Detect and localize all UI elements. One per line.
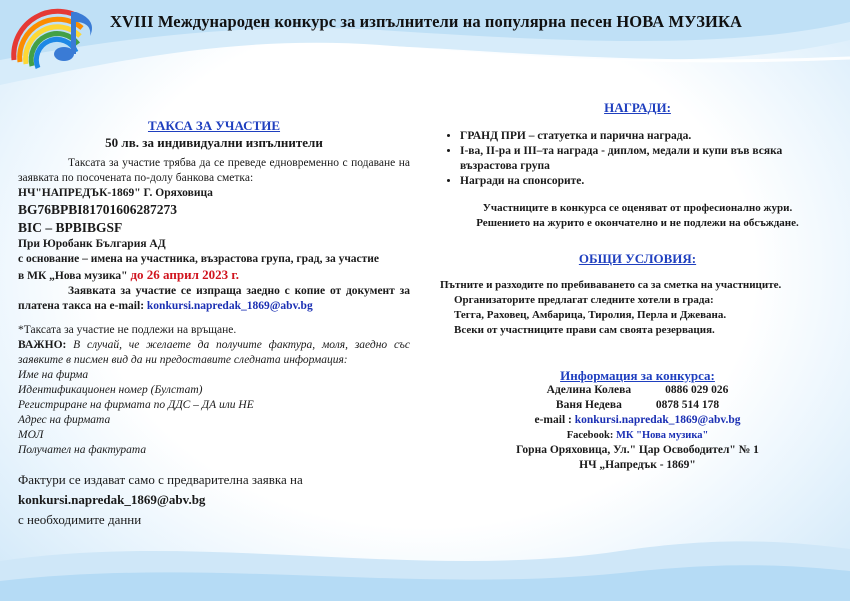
bank-name: При Юробанк България АД (18, 238, 166, 250)
invoice-tail: с необходимите данни (18, 512, 142, 527)
list-item: • I-ва, II-ра и III–та награда - диплом, медали и купи във всяка възрастова група (460, 144, 835, 174)
list-item: • Награди на спонсорите. (460, 174, 835, 189)
contact-phone[interactable]: 0878 514 178 (655, 399, 720, 411)
payment-basis-contest (18, 267, 410, 284)
facebook-link[interactable]: МК "Нова музика" (615, 430, 709, 441)
nonrefund-note: *Таксата за участие не подлежи на връщане. (18, 324, 237, 336)
invoice-email-link[interactable]: konkursi.napredak_1869@abv.bg (18, 492, 206, 507)
conditions-line-2: Организаторите предлагат следните хотели в града: (454, 294, 714, 306)
email-label: e-mail : (534, 414, 575, 426)
contact-phone[interactable]: 0886 029 026 (665, 384, 729, 396)
important-label: ВАЖНО: (18, 339, 67, 351)
invoice-field-list (18, 368, 410, 458)
info-heading: Информация за конкурса: (560, 368, 715, 383)
important-text: В случай, че желаете да получите фактура, моля, заедно със заявките в писмен вид да ни предоставите следната информация: (18, 339, 410, 366)
list-item: Идентификационен номер (Булстат) (18, 384, 203, 396)
conditions-line-1: Пътните и разходите по пребиваването са за сметка на участниците. (440, 279, 782, 291)
list-item: МОЛ (18, 429, 44, 441)
send-text: Заявката за участие се изпраща заедно с копие от документ за платена такса на e-mail: (18, 285, 410, 312)
list-item: Адрес на фирмата (18, 414, 111, 426)
list-item: • ГРАНД ПРИ – статуетка и парична награда. (460, 129, 835, 144)
payment-basis-prefix: в МК „Нова музика" (18, 270, 131, 282)
fee-amount: 50 лв. за индивидуални изпълнители (105, 135, 323, 150)
address-line: Горна Оряховица, Ул." Цар Освободител" № 1 (516, 444, 759, 456)
jury-line-2: Решението на журито е окончателно и не подлежи на обсъждане. (476, 217, 799, 229)
fee-section (18, 118, 410, 530)
conditions-line-3: Тегга, Раховец, Амбарица, Тиролия, Перла и Джевана. (454, 309, 727, 321)
facebook-line (440, 428, 835, 443)
music-note-logo-icon (6, 2, 106, 72)
facebook-label: Facebook: (566, 430, 616, 441)
awards-and-info-section (440, 100, 835, 473)
list-item: Регистриране на фирмата по ДДС – ДА или НЕ (18, 399, 254, 411)
info-email-line (440, 413, 835, 428)
payment-basis: с основание – имена на участника, възрастова група, град, за участие (18, 253, 380, 265)
list-item: Получател на фактурата (18, 444, 147, 456)
application-send-note (18, 284, 410, 314)
bank-iban: BG76BPBI81701606287273 (18, 202, 178, 217)
contact-row (440, 383, 835, 398)
contact-name: Аделина Колева (546, 384, 632, 396)
info-email-link[interactable]: konkursi.napredak_1869@abv.bg (574, 414, 741, 426)
fee-heading: ТАКСА ЗА УЧАСТИЕ (147, 118, 281, 133)
deadline-date: до 26 април 2023 г. (130, 267, 240, 282)
bank-bic: BIC – BPBIBGSF (18, 220, 123, 235)
organizer-line: НЧ „Напредък - 1869" (579, 459, 696, 471)
awards-heading: НАГРАДИ: (604, 100, 671, 115)
invoice-note: Фактури се издават само с предварителна заявка на (18, 472, 303, 487)
conditions-line-4: Всеки от участниците прави сам своята резервация. (454, 324, 715, 336)
application-email-link[interactable]: konkursi.napredak_1869@abv.bg (146, 300, 313, 312)
list-item: Име на фирма (18, 369, 89, 381)
bank-org: НЧ"НАПРЕДЪК-1869" Г. Оряховица (18, 187, 213, 199)
contact-name: Ваня Недева (555, 399, 622, 411)
jury-line-1: Участниците в конкурса се оценяват от професионално жури. (482, 202, 793, 214)
conditions-heading: ОБЩИ УСЛОВИЯ: (578, 251, 697, 266)
awards-list (440, 129, 835, 189)
contact-row (440, 398, 835, 413)
invoice-note-block (18, 470, 410, 530)
fee-intro: Таксата за участие трябва да се преведе едновременно с подаване на заявката по посочената по-долу банкова сметка: (18, 157, 410, 184)
page-title: XVIII Международен конкурс за изпълнители на популярна песен НОВА МУЗИКА (110, 12, 743, 31)
important-note (18, 338, 410, 368)
